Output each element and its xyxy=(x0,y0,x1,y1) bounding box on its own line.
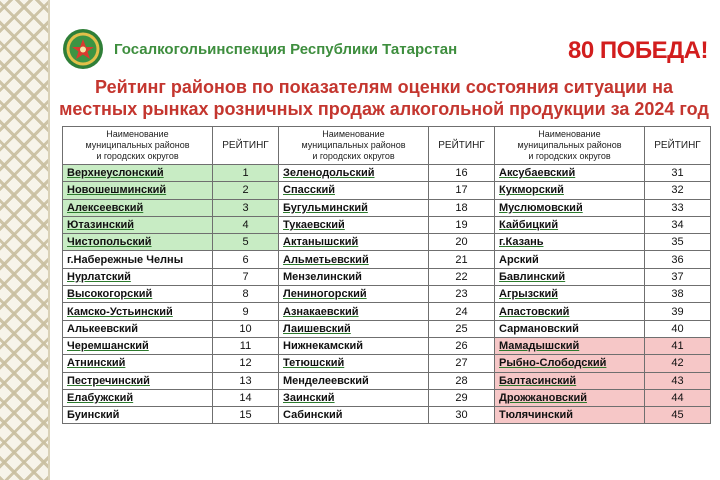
district-name-cell xyxy=(63,372,213,389)
district-name: Тетюшский xyxy=(283,357,345,370)
table-row xyxy=(63,286,711,303)
table-row xyxy=(63,372,711,389)
rating-cell: 11 xyxy=(213,337,279,354)
district-name-cell xyxy=(495,303,645,320)
district-name: Зеленодольский xyxy=(283,167,375,180)
district-name: Актанышский xyxy=(283,236,359,249)
district-name-cell xyxy=(279,355,429,372)
district-name: Алькеевский xyxy=(67,322,139,335)
rating-cell: 35 xyxy=(645,234,711,251)
district-name: Атнинский xyxy=(67,357,126,370)
rating-cell: 13 xyxy=(213,372,279,389)
district-name-cell xyxy=(63,199,213,216)
rating-cell: 25 xyxy=(429,320,495,337)
district-name-cell xyxy=(495,320,645,337)
rating-cell: 20 xyxy=(429,234,495,251)
district-name: Менделеевский xyxy=(283,374,369,387)
district-name: Заинский xyxy=(283,392,335,404)
district-name-cell xyxy=(63,165,213,182)
district-name: г.Набережные Челны xyxy=(67,253,184,266)
column-header-district-name: Наименование муниципальных районов и городских округов xyxy=(63,127,213,165)
table-row xyxy=(63,199,711,216)
rating-cell: 40 xyxy=(645,320,711,337)
rating-cell: 27 xyxy=(429,355,495,372)
district-name: Лениногорский xyxy=(283,288,367,301)
rating-cell: 10 xyxy=(213,320,279,337)
district-name: Сармановский xyxy=(499,322,579,335)
rating-cell: 44 xyxy=(645,389,711,406)
rating-cell: 22 xyxy=(429,268,495,285)
district-name: Апастовский xyxy=(499,305,570,318)
district-name: Муслюмовский xyxy=(499,201,583,214)
title-line-1: Рейтинг районов по показателям оценки состояния ситуации на xyxy=(95,77,673,97)
rating-cell: 29 xyxy=(429,389,495,406)
district-name: Новошешминский xyxy=(67,184,167,197)
header xyxy=(62,28,457,70)
rating-cell: 16 xyxy=(429,165,495,182)
district-name-cell xyxy=(495,199,645,216)
district-name: Ютазинский xyxy=(67,219,135,232)
district-name-cell xyxy=(495,337,645,354)
district-name: г.Казань xyxy=(499,236,544,249)
district-name-cell xyxy=(63,389,213,406)
rating-cell: 6 xyxy=(213,251,279,268)
rating-cell: 43 xyxy=(645,372,711,389)
district-name: Высокогорский xyxy=(67,288,153,301)
table-row xyxy=(63,389,711,406)
district-name-cell xyxy=(279,216,429,233)
district-name-cell xyxy=(495,165,645,182)
district-name: Пестречинский xyxy=(67,374,150,387)
rating-cell: 30 xyxy=(429,407,495,424)
district-name-cell xyxy=(279,182,429,199)
rating-cell: 42 xyxy=(645,355,711,372)
rating-cell: 45 xyxy=(645,407,711,424)
table-row xyxy=(63,268,711,285)
district-name-cell xyxy=(63,355,213,372)
district-name: Чистопольский xyxy=(67,236,152,249)
district-name-cell xyxy=(495,182,645,199)
district-name: Мензелинский xyxy=(283,270,362,283)
rating-cell: 39 xyxy=(645,303,711,320)
rating-cell: 17 xyxy=(429,182,495,199)
column-header-district-name: Наименование муниципальных районов и городских округов xyxy=(279,127,429,165)
district-name-cell xyxy=(279,286,429,303)
table-row xyxy=(63,234,711,251)
district-name-cell xyxy=(495,389,645,406)
district-name: Лаишевский xyxy=(283,322,351,335)
district-name-cell xyxy=(63,268,213,285)
district-name: Алексеевский xyxy=(67,201,144,214)
district-name: Нурлатский xyxy=(67,270,131,283)
district-name: Сабинский xyxy=(283,409,343,422)
column-header-rating: РЕЙТИНГ xyxy=(213,127,279,165)
rating-cell: 36 xyxy=(645,251,711,268)
district-name-cell xyxy=(495,234,645,251)
rating-cell: 31 xyxy=(645,165,711,182)
rating-cell: 41 xyxy=(645,337,711,354)
district-name-cell xyxy=(63,407,213,424)
column-header-district-name: Наименование муниципальных районов и городских округов xyxy=(495,127,645,165)
district-name-cell xyxy=(279,320,429,337)
district-name-cell xyxy=(279,234,429,251)
table-row xyxy=(63,407,711,424)
district-name-cell xyxy=(279,407,429,424)
district-name: Верхнеуслонский xyxy=(67,167,164,180)
rating-cell: 8 xyxy=(213,286,279,303)
rating-cell: 3 xyxy=(213,199,279,216)
district-name-cell xyxy=(63,320,213,337)
rating-cell: 7 xyxy=(213,268,279,285)
district-name-cell xyxy=(279,165,429,182)
table-row xyxy=(63,216,711,233)
table-header-row xyxy=(63,127,711,165)
district-name: Тюлячинский xyxy=(499,409,574,422)
table-row xyxy=(63,182,711,199)
district-name-cell xyxy=(63,251,213,268)
agency-emblem-icon xyxy=(62,28,104,70)
district-name: Спасский xyxy=(283,184,335,197)
table-row xyxy=(63,320,711,337)
district-name-cell xyxy=(279,199,429,216)
district-name-cell xyxy=(495,251,645,268)
district-name-cell xyxy=(279,251,429,268)
rating-cell: 33 xyxy=(645,199,711,216)
district-name: Тукаевский xyxy=(283,219,345,232)
district-name-cell xyxy=(63,286,213,303)
district-name-cell xyxy=(63,216,213,233)
rating-cell: 38 xyxy=(645,286,711,303)
district-name: Рыбно-Слободский xyxy=(499,357,607,370)
district-name: Арский xyxy=(499,253,539,266)
district-name: Бавлинский xyxy=(499,270,566,283)
district-name-cell xyxy=(495,355,645,372)
district-name: Нижнекамский xyxy=(283,340,364,353)
rating-cell: 15 xyxy=(213,407,279,424)
rating-cell: 1 xyxy=(213,165,279,182)
table-row xyxy=(63,303,711,320)
district-name-cell xyxy=(279,268,429,285)
rating-cell: 12 xyxy=(213,355,279,372)
rating-cell: 5 xyxy=(213,234,279,251)
district-name-cell xyxy=(495,268,645,285)
district-name: Балтасинский xyxy=(499,374,577,387)
title-line-2: местных рынках розничных продаж алкогольной продукции за 2024 год xyxy=(59,99,709,119)
district-name: Елабужский xyxy=(67,392,134,404)
agency-name: Госалкогольинспекция Республики Татарстан xyxy=(114,40,458,58)
district-name: Буинский xyxy=(67,409,120,422)
district-name-cell xyxy=(279,337,429,354)
district-name: Кайбицкий xyxy=(499,219,559,232)
district-name-cell xyxy=(279,303,429,320)
district-name-cell xyxy=(63,234,213,251)
district-name: Камско-Устьинский xyxy=(67,305,173,318)
district-name: Мамадышский xyxy=(499,340,580,353)
column-header-rating: РЕЙТИНГ xyxy=(645,127,711,165)
district-name-cell xyxy=(495,216,645,233)
rating-cell: 26 xyxy=(429,337,495,354)
district-name: Альметьевский xyxy=(283,253,369,266)
district-name: Бугульминский xyxy=(283,201,368,214)
rating-cell: 28 xyxy=(429,372,495,389)
column-header-rating: РЕЙТИНГ xyxy=(429,127,495,165)
rating-table xyxy=(62,126,711,424)
rating-cell: 19 xyxy=(429,216,495,233)
page-title xyxy=(58,76,710,120)
district-name-cell xyxy=(63,337,213,354)
rating-cell: 37 xyxy=(645,268,711,285)
rating-table-body xyxy=(63,165,711,424)
district-name-cell xyxy=(495,372,645,389)
rating-cell: 21 xyxy=(429,251,495,268)
rating-cell: 9 xyxy=(213,303,279,320)
district-name-cell xyxy=(495,407,645,424)
district-name-cell xyxy=(279,389,429,406)
table-row xyxy=(63,337,711,354)
rating-cell: 18 xyxy=(429,199,495,216)
district-name-cell xyxy=(63,182,213,199)
rating-cell: 4 xyxy=(213,216,279,233)
district-name: Кукморский xyxy=(499,184,564,197)
district-name: Аксубаевский xyxy=(499,167,576,180)
rating-cell: 24 xyxy=(429,303,495,320)
district-name-cell xyxy=(495,286,645,303)
rating-cell: 34 xyxy=(645,216,711,233)
district-name-cell xyxy=(63,303,213,320)
rating-cell: 32 xyxy=(645,182,711,199)
district-name: Черемшанский xyxy=(67,340,149,353)
district-name-cell xyxy=(279,372,429,389)
rating-cell: 2 xyxy=(213,182,279,199)
table-row xyxy=(63,251,711,268)
victory-80-logo: 80 ПОБЕДА! xyxy=(568,37,708,64)
table-row xyxy=(63,355,711,372)
rating-cell: 14 xyxy=(213,389,279,406)
district-name: Агрызский xyxy=(499,288,558,301)
rating-cell: 23 xyxy=(429,286,495,303)
district-name: Дрожжановский xyxy=(499,392,587,404)
district-name: Азнакаевский xyxy=(283,305,359,318)
table-row xyxy=(63,165,711,182)
decorative-ornament-border xyxy=(0,0,50,480)
